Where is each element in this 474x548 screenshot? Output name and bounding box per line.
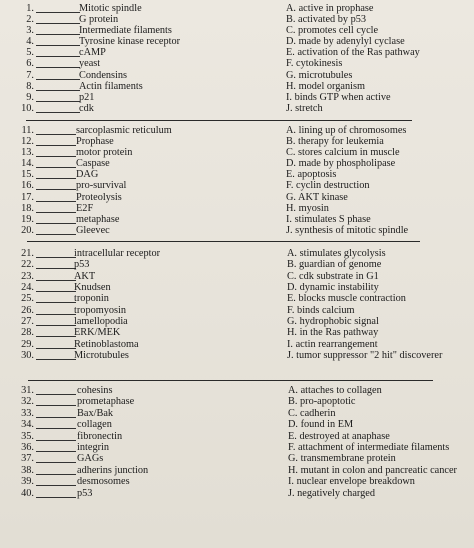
answer-blank[interactable] bbox=[36, 271, 76, 281]
question-number: 19. bbox=[21, 213, 34, 225]
question-number: 11. bbox=[21, 125, 34, 136]
term-label: Mitotic spindle bbox=[79, 3, 142, 14]
matching-row bbox=[0, 81, 474, 92]
term-label: E2F bbox=[76, 202, 94, 214]
answer-option: C. cadherin bbox=[288, 407, 336, 419]
answer-option: I. actin rearrangement bbox=[287, 338, 378, 350]
question-number: 26. bbox=[21, 304, 34, 316]
term-label: cdk bbox=[79, 102, 94, 114]
matching-row bbox=[0, 180, 474, 191]
answer-blank[interactable] bbox=[36, 47, 80, 57]
answer-blank[interactable] bbox=[36, 169, 76, 179]
answer-blank[interactable] bbox=[36, 350, 76, 360]
answer-option: J. synthesis of mitotic spindle bbox=[286, 224, 409, 236]
answer-option: I. binds GTP when active bbox=[286, 91, 391, 103]
term-label: GAGs bbox=[77, 453, 104, 465]
term-label: p53 bbox=[77, 487, 93, 499]
matching-section-4 bbox=[0, 385, 474, 499]
answer-blank[interactable] bbox=[36, 282, 76, 292]
question-number: 7. bbox=[26, 69, 34, 81]
answer-blank[interactable] bbox=[36, 408, 76, 418]
question-number: 1. bbox=[26, 3, 34, 14]
matching-section-1 bbox=[0, 3, 474, 114]
answer-blank[interactable] bbox=[36, 214, 76, 224]
matching-row bbox=[0, 408, 474, 419]
matching-row bbox=[0, 305, 474, 316]
question-number: 32. bbox=[21, 396, 34, 408]
answer-blank[interactable] bbox=[36, 327, 76, 337]
matching-row bbox=[0, 248, 474, 259]
question-number: 22. bbox=[21, 259, 34, 271]
answer-blank[interactable] bbox=[36, 70, 80, 80]
section-divider bbox=[26, 120, 412, 121]
matching-row bbox=[0, 158, 474, 169]
question-number: 3. bbox=[26, 25, 34, 37]
answer-blank[interactable] bbox=[36, 103, 80, 113]
matching-row bbox=[0, 47, 474, 58]
answer-option: F. cyclin destruction bbox=[286, 180, 370, 192]
term-label: motor protein bbox=[76, 147, 133, 159]
question-number: 16. bbox=[21, 180, 34, 192]
matching-row bbox=[0, 271, 474, 282]
question-number: 5. bbox=[26, 47, 34, 59]
answer-blank[interactable] bbox=[36, 316, 76, 326]
question-number: 17. bbox=[21, 191, 34, 203]
question-number: 4. bbox=[26, 36, 34, 48]
term-label: Intermediate filaments bbox=[79, 25, 172, 37]
term-label: adherins junction bbox=[77, 464, 149, 476]
term-label: lamellopodia bbox=[74, 316, 128, 328]
answer-blank[interactable] bbox=[36, 419, 76, 429]
answer-option: F. binds calcium bbox=[287, 304, 355, 316]
matching-row bbox=[0, 488, 474, 499]
question-number: 6. bbox=[26, 58, 34, 70]
question-number: 35. bbox=[21, 430, 34, 442]
answer-option: C. promotes cell cycle bbox=[286, 25, 379, 37]
matching-row bbox=[0, 3, 474, 14]
matching-row bbox=[0, 350, 474, 361]
answer-option: D. dynamic instability bbox=[287, 282, 379, 294]
matching-row bbox=[0, 103, 474, 114]
term-label: prometaphase bbox=[77, 396, 135, 408]
answer-blank[interactable] bbox=[36, 14, 80, 24]
matching-row bbox=[0, 125, 474, 136]
term-label: troponin bbox=[74, 293, 109, 305]
term-label: cohesins bbox=[77, 385, 113, 396]
answer-blank[interactable] bbox=[36, 259, 76, 269]
question-number: 31. bbox=[21, 385, 34, 396]
answer-option: E. blocks muscle contraction bbox=[287, 293, 406, 305]
question-number: 20. bbox=[21, 224, 34, 236]
matching-row bbox=[0, 214, 474, 225]
term-label: p53 bbox=[74, 259, 90, 271]
matching-row bbox=[0, 339, 474, 350]
answer-option: D. made by phospholipase bbox=[286, 158, 396, 170]
answer-option: H. in the Ras pathway bbox=[287, 327, 379, 339]
answer-blank[interactable] bbox=[36, 81, 80, 91]
term-label: Retinoblastoma bbox=[74, 338, 139, 350]
question-number: 27. bbox=[21, 316, 34, 328]
answer-blank[interactable] bbox=[36, 192, 76, 202]
term-label: G protein bbox=[79, 14, 119, 26]
term-label: Caspase bbox=[76, 158, 110, 170]
answer-option: G. AKT kinase bbox=[286, 191, 348, 203]
answer-blank[interactable] bbox=[36, 385, 76, 395]
matching-row bbox=[0, 465, 474, 476]
question-number: 12. bbox=[21, 136, 34, 148]
question-number: 21. bbox=[21, 248, 34, 259]
question-number: 14. bbox=[21, 158, 34, 170]
matching-row bbox=[0, 442, 474, 453]
answer-blank[interactable] bbox=[36, 476, 76, 486]
matching-section-3 bbox=[0, 248, 474, 361]
answer-blank[interactable] bbox=[36, 125, 76, 135]
answer-blank[interactable] bbox=[36, 225, 76, 235]
answer-blank[interactable] bbox=[36, 158, 76, 168]
answer-option: D. made by adenylyl cyclase bbox=[286, 36, 405, 48]
matching-row bbox=[0, 396, 474, 407]
answer-option: A. stimulates glycolysis bbox=[287, 248, 386, 259]
answer-option: B. pro-apoptotic bbox=[288, 396, 356, 408]
question-number: 30. bbox=[21, 350, 34, 362]
matching-row bbox=[0, 58, 474, 69]
term-label: pro-survival bbox=[76, 180, 127, 192]
answer-option: B. activated by p53 bbox=[286, 14, 367, 26]
answer-option: E. activation of the Ras pathway bbox=[286, 47, 420, 59]
answer-option: A. active in prophase bbox=[286, 3, 374, 14]
matching-row bbox=[0, 14, 474, 25]
term-label: sarcoplasmic reticulum bbox=[76, 125, 172, 136]
answer-blank[interactable] bbox=[36, 431, 76, 441]
answer-blank[interactable] bbox=[36, 136, 76, 146]
term-label: AKT bbox=[74, 270, 96, 282]
answer-option: G. transmembrane protein bbox=[288, 453, 396, 465]
question-number: 8. bbox=[26, 80, 34, 92]
matching-row bbox=[0, 70, 474, 81]
matching-row bbox=[0, 192, 474, 203]
question-number: 18. bbox=[21, 202, 34, 214]
question-number: 34. bbox=[21, 419, 34, 431]
question-number: 15. bbox=[21, 169, 34, 181]
answer-option: J. tumor suppressor "2 hit" discoverer bbox=[287, 350, 443, 362]
term-label: Prophase bbox=[76, 136, 114, 148]
answer-blank[interactable] bbox=[36, 305, 76, 315]
term-label: Bax/Bak bbox=[77, 407, 114, 419]
term-label: ERK/MEK bbox=[74, 327, 121, 339]
matching-row bbox=[0, 282, 474, 293]
term-label: cAMP bbox=[79, 47, 106, 59]
term-label: integrin bbox=[77, 441, 110, 453]
matching-section-2 bbox=[0, 125, 474, 236]
answer-option: G. hydrophobic signal bbox=[287, 316, 379, 328]
answer-option: J. negatively charged bbox=[288, 487, 376, 499]
answer-option: F. attachment of intermediate filaments bbox=[288, 441, 450, 453]
question-number: 37. bbox=[21, 453, 34, 465]
answer-option: H. mutant in colon and pancreatic cancer bbox=[288, 464, 457, 476]
answer-blank[interactable] bbox=[36, 442, 76, 452]
answer-option: H. myosin bbox=[286, 202, 329, 214]
term-label: Tyrosine kinase receptor bbox=[79, 36, 181, 48]
matching-row bbox=[0, 259, 474, 270]
matching-row bbox=[0, 385, 474, 396]
matching-row bbox=[0, 169, 474, 180]
answer-option: A. attaches to collagen bbox=[288, 385, 382, 396]
answer-option: E. destroyed at anaphase bbox=[288, 430, 390, 442]
answer-option: B. guardian of genome bbox=[287, 259, 382, 271]
question-number: 10. bbox=[21, 102, 34, 114]
term-label: intracellular receptor bbox=[74, 248, 161, 259]
question-number: 13. bbox=[21, 147, 34, 159]
section-divider bbox=[27, 241, 420, 242]
term-label: DAG bbox=[76, 169, 99, 181]
answer-blank[interactable] bbox=[36, 396, 76, 406]
question-number: 25. bbox=[21, 293, 34, 305]
answer-blank[interactable] bbox=[36, 36, 80, 46]
answer-option: I. nuclear envelope breakdown bbox=[288, 476, 415, 488]
answer-option: J. stretch bbox=[286, 102, 323, 114]
term-label: tropomyosin bbox=[74, 304, 127, 316]
question-number: 36. bbox=[21, 441, 34, 453]
answer-option: C. cdk substrate in G1 bbox=[287, 270, 379, 282]
question-number: 38. bbox=[21, 464, 34, 476]
answer-blank[interactable] bbox=[36, 92, 80, 102]
answer-option: F. cytokinesis bbox=[286, 58, 343, 70]
answer-blank[interactable] bbox=[36, 25, 80, 35]
term-label: p21 bbox=[79, 91, 95, 103]
matching-row bbox=[0, 36, 474, 47]
term-label: Microtubules bbox=[74, 350, 129, 362]
question-number: 28. bbox=[21, 327, 34, 339]
answer-blank[interactable] bbox=[36, 293, 76, 303]
question-number: 29. bbox=[21, 338, 34, 350]
matching-row bbox=[0, 203, 474, 214]
question-number: 33. bbox=[21, 407, 34, 419]
term-label: Actin filaments bbox=[79, 80, 143, 92]
term-label: Gleevec bbox=[76, 224, 110, 236]
answer-option: B. therapy for leukemia bbox=[286, 136, 384, 148]
answer-blank[interactable] bbox=[36, 453, 76, 463]
answer-option: H. model organism bbox=[286, 80, 366, 92]
answer-option: D. found in EM bbox=[288, 419, 354, 431]
term-label: Knudsen bbox=[74, 282, 111, 294]
term-label: metaphase bbox=[76, 213, 120, 225]
matching-row bbox=[0, 225, 474, 236]
matching-row bbox=[0, 316, 474, 327]
question-number: 40. bbox=[21, 487, 34, 499]
term-label: yeast bbox=[79, 58, 101, 70]
matching-row bbox=[0, 419, 474, 430]
answer-option: E. apoptosis bbox=[286, 169, 337, 181]
matching-row bbox=[0, 293, 474, 304]
question-number: 9. bbox=[26, 91, 34, 103]
question-number: 24. bbox=[21, 282, 34, 294]
answer-blank[interactable] bbox=[36, 465, 76, 475]
answer-blank[interactable] bbox=[36, 203, 76, 213]
section-divider bbox=[28, 380, 433, 381]
answer-blank[interactable] bbox=[36, 248, 76, 258]
answer-blank[interactable] bbox=[36, 3, 80, 13]
matching-row bbox=[0, 136, 474, 147]
question-number: 23. bbox=[21, 270, 34, 282]
matching-row bbox=[0, 92, 474, 103]
question-number: 39. bbox=[21, 476, 34, 488]
term-label: Proteolysis bbox=[76, 191, 122, 203]
matching-row bbox=[0, 431, 474, 442]
question-number: 2. bbox=[26, 14, 34, 26]
matching-row bbox=[0, 453, 474, 464]
term-label: Condensins bbox=[79, 69, 128, 81]
term-label: collagen bbox=[77, 419, 112, 431]
matching-row bbox=[0, 147, 474, 158]
answer-blank[interactable] bbox=[36, 58, 80, 68]
matching-row bbox=[0, 476, 474, 487]
answer-option: G. microtubules bbox=[286, 69, 353, 81]
answer-option: I. stimulates S phase bbox=[286, 213, 371, 225]
matching-row bbox=[0, 327, 474, 338]
answer-option: C. stores calcium in muscle bbox=[286, 147, 400, 159]
answer-option: A. lining up of chromosomes bbox=[286, 125, 407, 136]
matching-row bbox=[0, 25, 474, 36]
term-label: fibronectin bbox=[77, 430, 123, 442]
answer-blank[interactable] bbox=[36, 147, 76, 157]
answer-blank[interactable] bbox=[36, 180, 76, 190]
answer-blank[interactable] bbox=[36, 339, 76, 349]
term-label: desmosomes bbox=[77, 476, 130, 488]
answer-blank[interactable] bbox=[36, 488, 76, 498]
